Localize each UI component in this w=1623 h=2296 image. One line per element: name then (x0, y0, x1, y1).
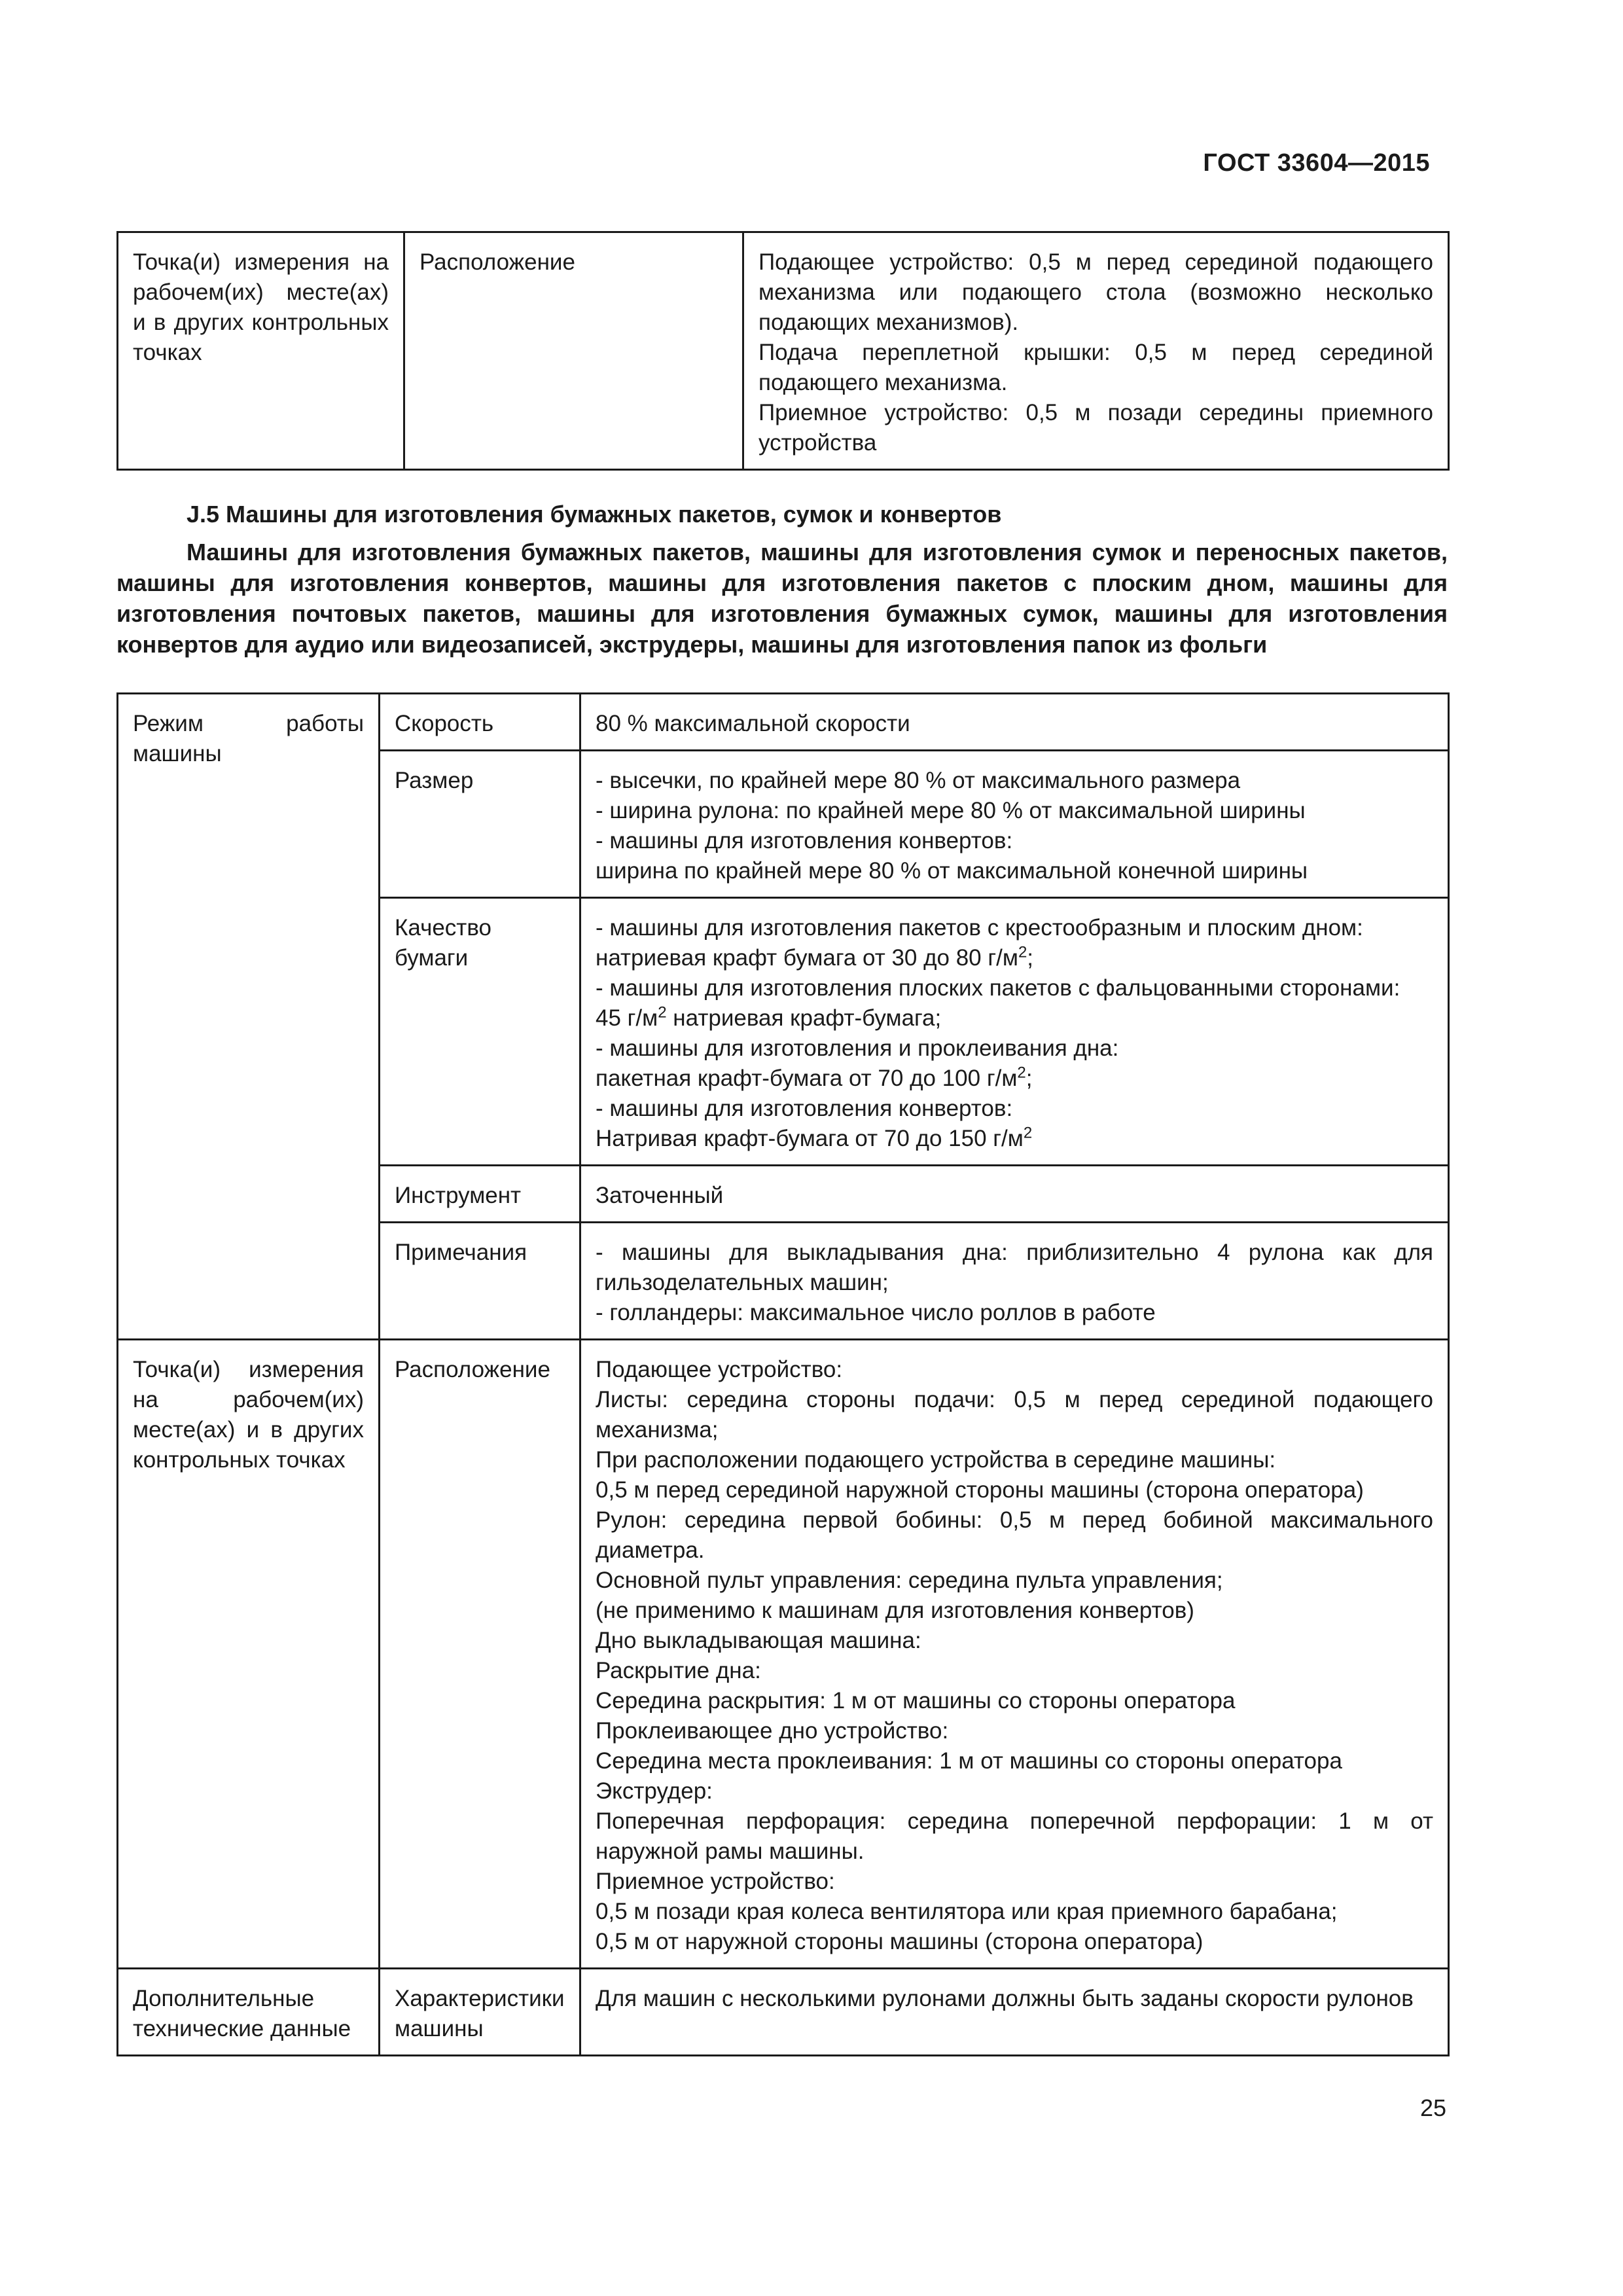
table-row (118, 232, 1449, 470)
text-line: ширина по крайней мере 80 % от максимальной конечной ширины (596, 858, 1308, 884)
text-line: Дно выкладывающая машина: (596, 1628, 921, 1653)
text-line: - машины для изготовления плоских пакетов с фальцованными сторонами: (596, 975, 1400, 1001)
text-line: Подача переплетной крышки: 0,5 м перед серединой подающего механизма. (758, 340, 1433, 395)
measurement-points-table-top (116, 231, 1450, 471)
table-cell-param: Инструмент (380, 1166, 580, 1223)
text-line: Проклеивающее дно устройство: (596, 1718, 949, 1744)
table-cell-param: Размер (380, 751, 580, 898)
text-line: - машины для изготовления и проклеивания дна: (596, 1035, 1119, 1061)
text-line: - машины для изготовления пакетов с крестообразным и плоским дном: (596, 915, 1363, 941)
text-line: пакетная крафт-бумага от 70 до 100 $г/м^2$; (596, 1064, 1033, 1091)
table-cell-label: Точка(и) измерения на рабочем(их) месте(ах) и в других контрольных точках (118, 232, 404, 470)
table-cell-label: Дополнительные технические данные (118, 1969, 380, 2056)
table-cell-value (580, 1340, 1449, 1969)
text-line: Заточенный (596, 1183, 724, 1208)
text-line: - голландеры: максимальное число роллов в работе (596, 1300, 1156, 1325)
table-cell-param: Расположение (380, 1340, 580, 1969)
text-line: Основной пульт управления: середина пульта управления; (596, 1568, 1223, 1593)
text-line: - ширина рулона: по крайней мере 80 % от максимальной ширины (596, 798, 1306, 823)
text-line: Подающее устройство: (596, 1357, 843, 1382)
table-row (118, 1969, 1449, 2056)
table-cell-value (580, 898, 1449, 1166)
text-line: (не применимо к машинам для изготовления конвертов) (596, 1598, 1194, 1623)
table-cell-value (580, 751, 1449, 898)
document-header: ГОСТ 33604—2015 (1203, 149, 1430, 177)
text-line: Подающее устройство: 0,5 м перед серединой подающего механизма или подающего стола (возможно несколько подающих механизмов). (758, 249, 1433, 335)
table-cell-value (580, 1166, 1449, 1223)
table-cell-value (743, 232, 1449, 470)
table-cell-label: Режим работы машины (118, 694, 380, 1340)
table-cell-value (580, 1223, 1449, 1340)
text-line: натриевая крафт бумага от 30 до 80 $г/м^2$; (596, 943, 1034, 971)
table-cell-value (580, 694, 1449, 751)
text-line: - машины для изготовления конвертов: (596, 1096, 1013, 1121)
text-line: Экструдер: (596, 1778, 713, 1804)
table-row (118, 694, 1449, 751)
text-line: Середина раскрытия: 1 м от машины со стороны оператора (596, 1688, 1236, 1713)
text-line: Приемное устройство: 0,5 м позади середины приемного устройства (758, 400, 1433, 456)
text-line: При расположении подающего устройства в середине машины: (596, 1447, 1276, 1473)
text-line: - машины для выкладывания дна: приблизительно 4 рулона как для гильзоделательных машин; (596, 1240, 1433, 1295)
section-title: J.5 Машины для изготовления бумажных пакетов, сумок и конвертов (187, 501, 1002, 528)
table-cell-param: Скорость (380, 694, 580, 751)
page-number: 25 (1419, 2094, 1446, 2121)
text-line: Раскрытие дна: (596, 1658, 761, 1683)
text-line: - высечки, по крайней мере 80 % от максимального размера (596, 768, 1241, 793)
text-line: Середина места проклеивания: 1 м от машины со стороны оператора (596, 1748, 1342, 1774)
text-line: 45 $г/м^2$ натриевая крафт-бумага; (596, 1003, 942, 1031)
text-line: 0,5 м от наружной стороны машины (сторона оператора) (596, 1929, 1204, 1954)
table-cell-param: Расположение (404, 232, 743, 470)
machine-parameters-table (116, 692, 1450, 2056)
text-line: 80 % максимальной скорости (596, 711, 910, 736)
text-line: Рулон: середина первой бобины: 0,5 м перед бобиной максимального диаметра. (596, 1507, 1433, 1563)
table-cell-param: Примечания (380, 1223, 580, 1340)
text-line: Натривая крафт-бумага от 70 до 150 $г/м^2$ (596, 1124, 1033, 1151)
table-row (118, 1340, 1449, 1969)
text-line: 0,5 м перед серединой наружной стороны машины (сторона оператора) (596, 1477, 1364, 1503)
text-line: Приемное устройство: (596, 1869, 835, 1894)
text-line: Листы: середина стороны подачи: 0,5 м перед серединой подающего механизма; (596, 1387, 1433, 1443)
text-line: 0,5 м позади края колеса вентилятора или края приемного барабана; (596, 1899, 1338, 1924)
text-line: - машины для изготовления конвертов: (596, 828, 1013, 853)
text-line: Поперечная перфорация: середина поперечной перфорации: 1 м от наружной рамы машины. (596, 1808, 1433, 1864)
table-cell-param: Характеристики машины (380, 1969, 580, 2056)
section-body: Машины для изготовления бумажных пакетов, машины для изготовления сумок и переносных пакетов, машины для изготовления конвертов, машины для изготовления пакетов с плоским дном, машины для изготовления почтовых пакетов, машины для изготовления бумажных сумок, машины для изготовления конвертов для аудио или видеозаписей, экструдеры, машины для изготовления папок из фольги (116, 539, 1448, 658)
table-cell-value: Для машин с несколькими рулонами должны быть заданы скорости рулонов (580, 1969, 1449, 2056)
table-cell-label: Точка(и) измерения на рабочем(их) месте(ах) и в других контрольных точках (118, 1340, 380, 1969)
table-cell-param: Качество бумаги (380, 898, 580, 1166)
